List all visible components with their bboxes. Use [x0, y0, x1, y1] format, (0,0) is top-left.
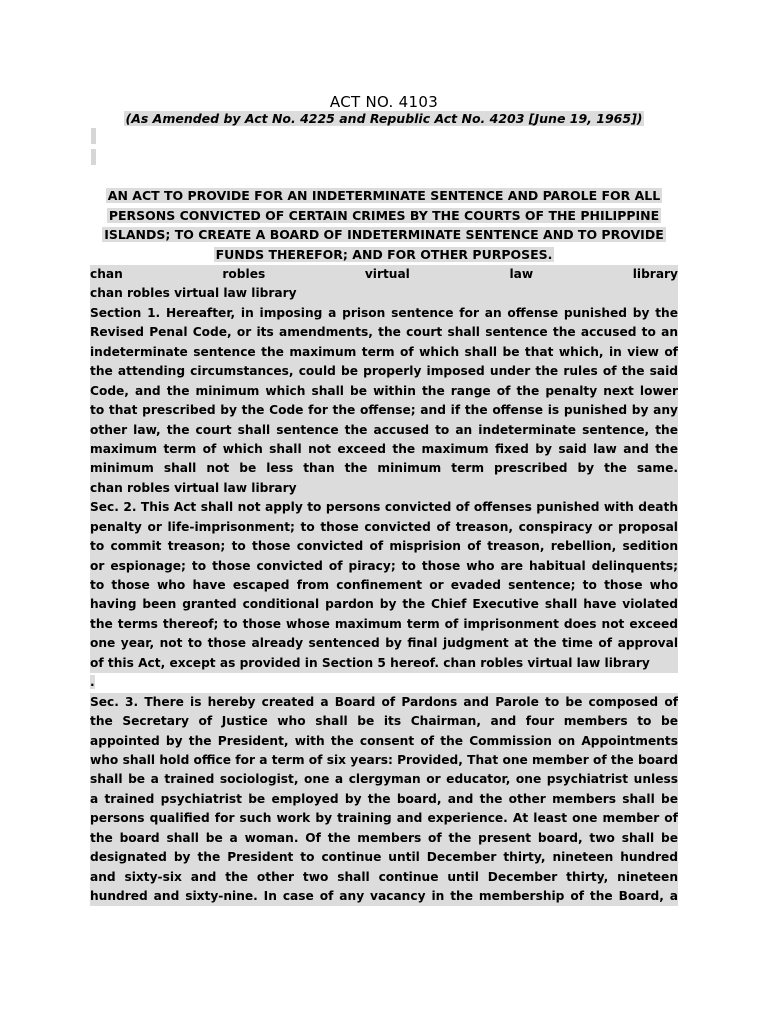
text-line: the Secretary of Justice who shall be its Chairman, and four members to be — [90, 712, 678, 731]
heading-line: ISLANDS; TO CREATE A BOARD OF INDETERMINATE SENTENCE AND TO PROVIDE — [104, 227, 664, 242]
text-line: penalty or life-imprisonment; to those convicted of treason, conspiracy or proposal — [90, 518, 678, 537]
text-line: other law, the court shall sentence the accused to an indeterminate sentence, the — [90, 421, 678, 440]
text-line — [90, 673, 678, 692]
text-line: indeterminate sentence the maximum term of which shall be that which, in view of — [90, 343, 678, 362]
text-line: shall be a trained sociologist, one a clergyman or educator, one psychiatrist unless — [90, 770, 678, 789]
act-body — [90, 265, 678, 906]
page-subtitle — [0, 111, 768, 126]
text-line: Code, and the minimum which shall be within the range of the penalty next lower — [90, 382, 678, 401]
text-line: or espionage; to those convicted of piracy; to those who are habitual delinquents; — [90, 557, 678, 576]
text-line: a trained psychiatrist be employed by the board, and the other members shall be — [90, 790, 678, 809]
text-line: minimum shall not be less than the minimum term prescribed by the same. — [90, 459, 678, 478]
text-line: appointed by the President, with the consent of the Commission on Appointments — [90, 732, 678, 751]
text-line: of this Act, except as provided in Section 5 hereof. chan robles virtual law library — [90, 654, 678, 673]
section-2-line: Sec. 2. This Act shall not apply to persons convicted of offenses punished with death — [90, 498, 678, 517]
text-line: maximum term of which shall not exceed the maximum fixed by said law and the — [90, 440, 678, 459]
text-line: and sixty-six and the other two shall continue until December thirty, nineteen — [90, 868, 678, 887]
text-line: one year, not to those already sentenced by final judgment at the time of approval — [90, 634, 678, 653]
heading-line: PERSONS CONVICTED OF CERTAIN CRIMES BY THE COURTS OF THE PHILIPPINE — [108, 207, 660, 223]
text-line: the attending circumstances, could be properly imposed under the rules of the said — [90, 362, 678, 381]
section-1-line: Section 1. Hereafter, in imposing a prison sentence for an offense punished by the — [90, 304, 678, 323]
act-heading — [90, 186, 678, 264]
text-selection-marker — [91, 128, 96, 144]
text-line: Revised Penal Code, or its amendments, the court shall sentence the accused to an — [90, 323, 678, 342]
text-line: designated by the President to continue until December thirty, nineteen hundred — [90, 848, 678, 867]
text-selection-marker — [91, 149, 96, 165]
text-line: chan robles virtual law library — [90, 284, 678, 303]
text-line: having been granted conditional pardon by the Chief Executive shall have violated — [90, 595, 678, 614]
text-line: who shall hold office for a term of six years: Provided, That one member of the board — [90, 751, 678, 770]
section-3-line: Sec. 3. There is hereby created a Board of Pardons and Parole to be composed of — [90, 693, 678, 712]
text-line: the board shall be a woman. Of the members of the present board, two shall be — [90, 829, 678, 848]
text-line: the terms thereof; to those whose maximum term of imprisonment does not exceed — [90, 615, 678, 634]
text-line: hundred and sixty-nine. In case of any vacancy in the membership of the Board, a — [90, 887, 678, 906]
text-line: chan robles virtual law library — [90, 265, 678, 284]
page-title: ACT NO. 4103 — [329, 93, 439, 111]
heading-line: FUNDS THEREFOR; AND FOR OTHER PURPOSES. — [215, 246, 553, 262]
text-fragment: . — [90, 675, 95, 690]
text-line: to those who have escaped from confinement or evaded sentence; to those who — [90, 576, 678, 595]
heading-line: AN ACT TO PROVIDE FOR AN INDETERMINATE SENTENCE AND PAROLE FOR ALL — [107, 188, 661, 203]
text-line: persons qualified for such work by training and experience. At least one member of — [90, 809, 678, 828]
text-line: chan robles virtual law library — [90, 479, 678, 498]
text-line: to that prescribed by the Code for the offense; and if the offense is punished by any — [90, 401, 678, 420]
subtitle-text: (As Amended by Act No. 4225 and Republic Act No. 4203 [June 19, 1965]) — [125, 111, 643, 126]
text-line: to commit treason; to those convicted of misprision of treason, rebellion, sedition — [90, 537, 678, 556]
